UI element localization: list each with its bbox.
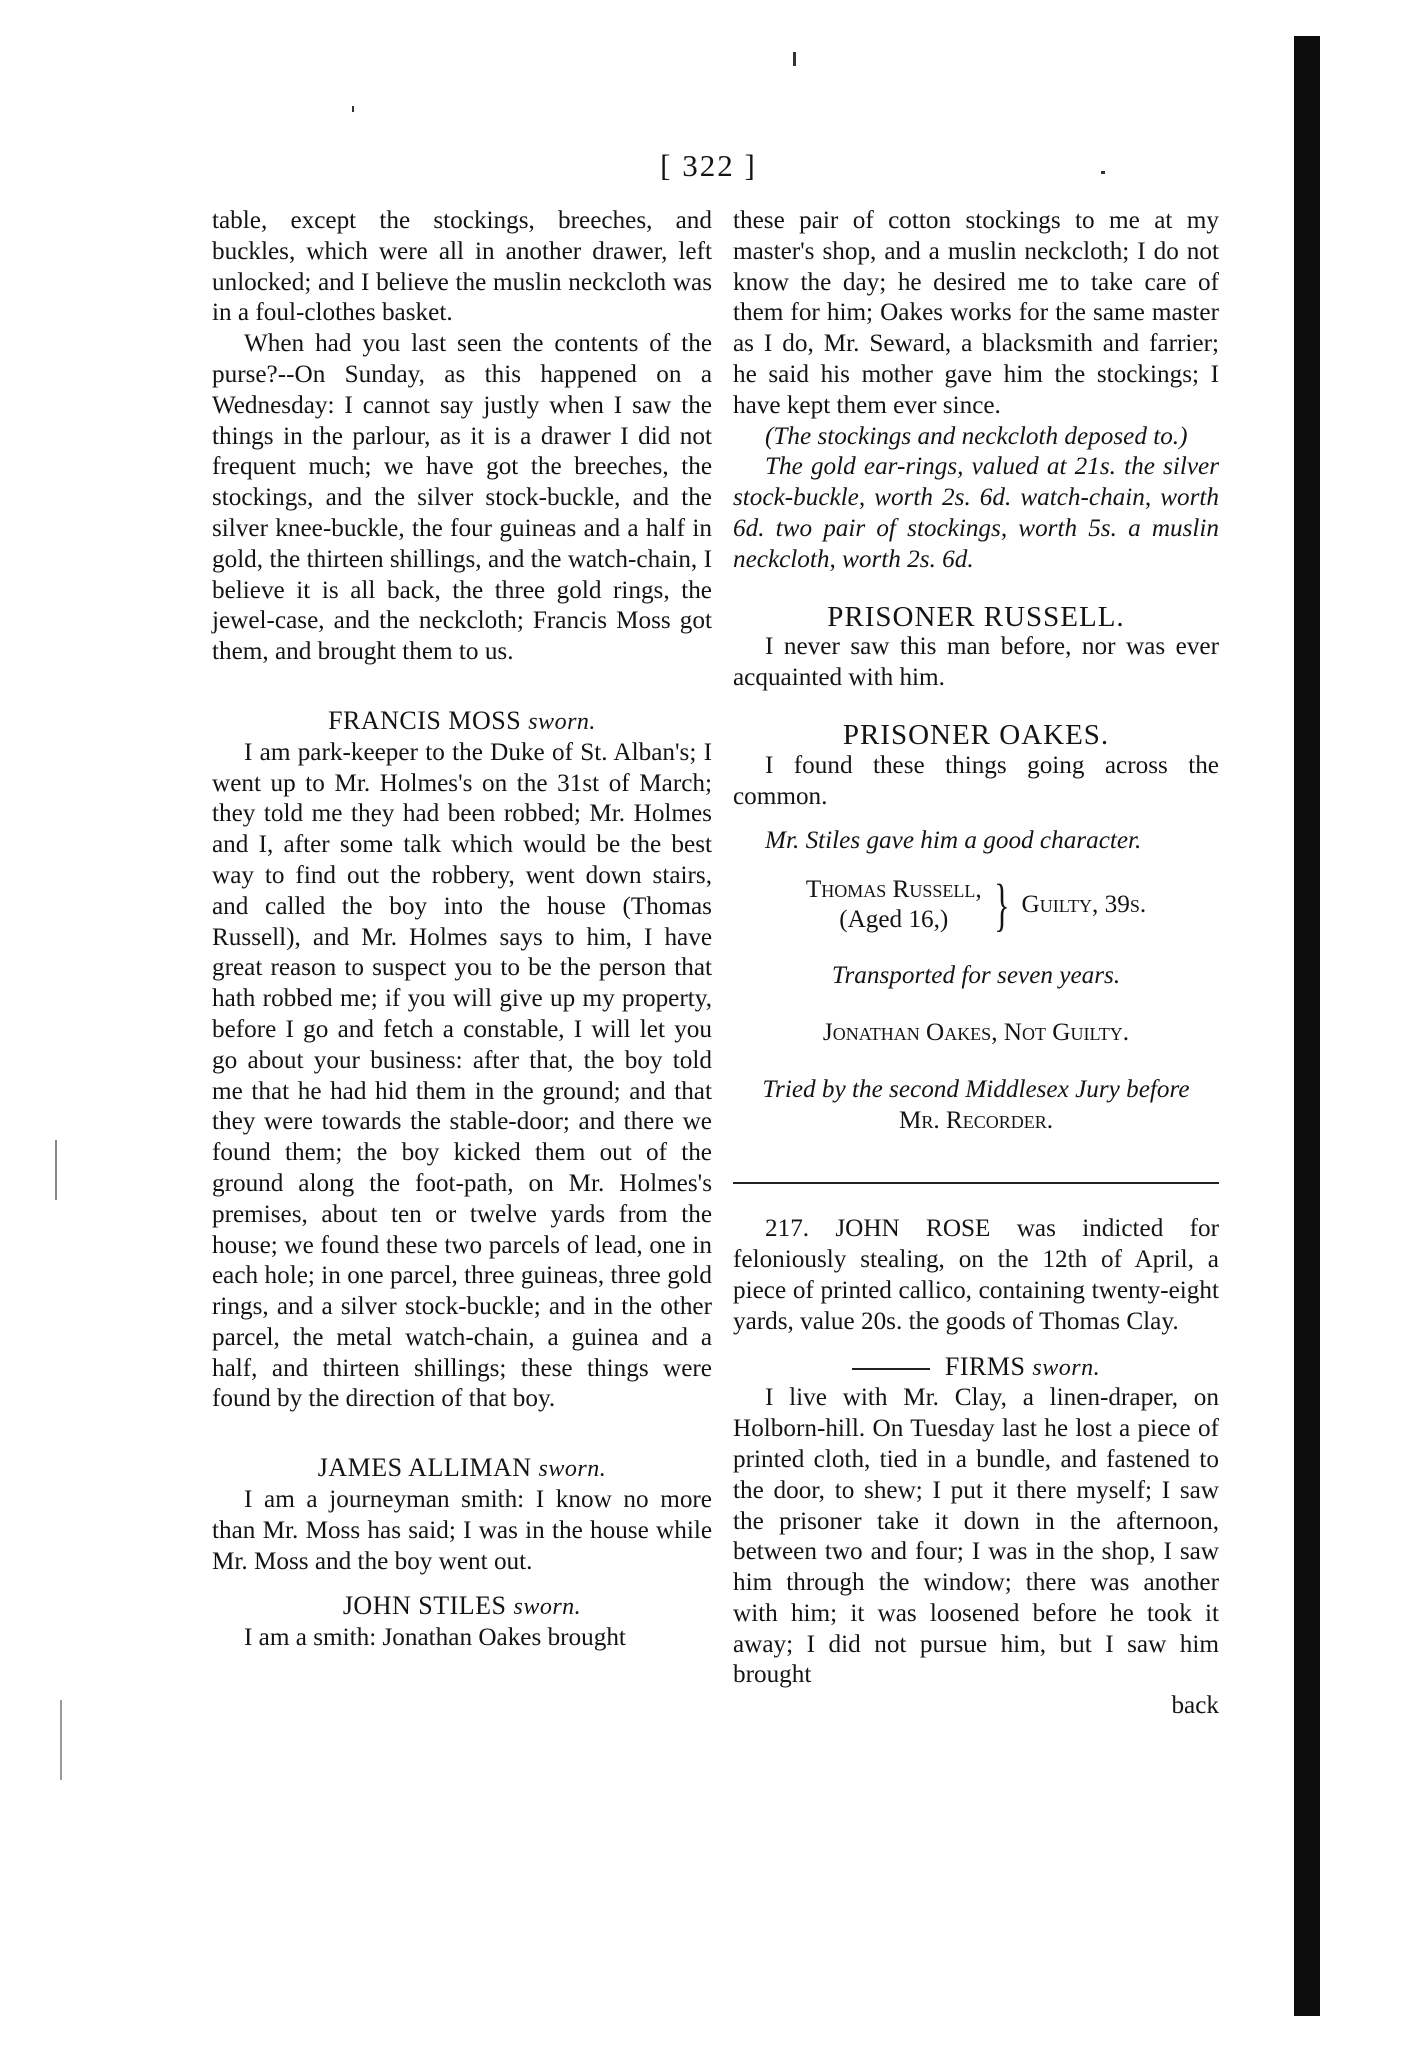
prisoner-heading-oakes: PRISONER OAKES.	[842, 718, 1110, 751]
ink-speck	[793, 52, 796, 66]
testimony: I am park-keeper to the Duke of St. Alban's; I went up to Mr. Holmes's on the 31st of March; they told me they had been robbed; Mr. Holmes and I, after some talk which would be the best way to find out the robbery, went down stairs, and called the boy into the house (Thomas Russell), and Mr. Holmes says to him, I have great reason to suspect you to be the person that hath robbed me; if you will give up my property, before I go and fetch a constable, I will let you go about your business: after that, the boy told me that he had hid them in the ground; and that they were towards the stable-door; and there we found them; the boy kicked them out of the ground along the foot-path, on Mr. Holmes's premises, about ten or twelve yards from the house; we found these two parcels of lead, one in each hole; in one parcel, three guineas, three gold rings, and a silver stock-buckle; and in the other parcel, the metal watch-chain, a guinea and a half, and thirteen shillings; these things were found by the direction of that boy.	[212, 738, 712, 1413]
sentence: Transported for seven years.	[831, 962, 1121, 990]
prisoner-heading-russell: PRISONER RUSSELL.	[827, 600, 1125, 633]
testimony: I am a smith: Jonathan Oakes brought	[244, 1624, 626, 1652]
testimony: I live with Mr. Clay, a linen-draper, on Holborn-hill. On Tuesday last he lost a piece of printed cloth, tied in a bundle, and fastened to the door, to shew; I put it there myself; I saw the prisoner take it down in the afternoon, between two and four; I was in the shop, I saw him through the window; there was another with him; it was loosened before he took it away; I did not pursue him, but I saw him brought	[733, 1384, 1219, 1689]
witness-name: JOHN STILES	[342, 1591, 507, 1621]
sworn-label: sworn.	[1032, 1354, 1101, 1381]
paragraph: table, except the stockings, breeches, and buckles, which were all in another drawer, left unlocked; and I believe the muslin neckcloth was in a foul-clothes basket.	[212, 207, 712, 327]
recorder: Mr. Recorder.	[898, 1106, 1054, 1134]
section-divider	[733, 1182, 1219, 1184]
left-column	[212, 206, 712, 1654]
character-note: Mr. Stiles gave him a good character.	[765, 827, 1142, 855]
prisoner-statement: I never saw this man before, nor was ever acquainted with him.	[733, 633, 1219, 692]
verdict-russell	[733, 872, 1219, 938]
paragraph: these pair of cotton stockings to me at my master's shop, and a muslin neckcloth; I do not know the day; he desired me to take care of them for him; Oakes works for the same master as I do, Mr. Seward, a blacksmith and farrier; he said his mother gave him the stockings; I have kept them ever since.	[733, 207, 1219, 419]
verdict-defendant	[806, 875, 982, 935]
prisoner-statement: I found these things going across the common.	[733, 751, 1219, 810]
right-column	[733, 206, 1219, 1722]
witness-name: FIRMS	[944, 1351, 1026, 1381]
ink-speck	[352, 106, 354, 112]
deposed-note: (The stockings and neckcloth deposed to.)	[765, 422, 1188, 450]
jury-note: Tried by the second Middlesex Jury before	[762, 1075, 1190, 1103]
name-dash	[852, 1368, 930, 1370]
witness-heading-firms	[733, 1352, 1219, 1384]
ink-speck	[60, 1700, 62, 1780]
valuation: The gold ear-rings, valued at 21s. the silver stock-buckle, worth 2s. 6d. watch-chain, worth 6d. two pair of stockings, worth 5s. a muslin neckcloth, worth 2s. 6d.	[733, 453, 1219, 573]
catchword: back	[1171, 1692, 1219, 1720]
verdict-oakes: Jonathan Oakes, Not Guilty.	[822, 1018, 1130, 1046]
witness-name: FRANCIS MOSS	[328, 705, 522, 735]
defendant-name: Thomas Russell,	[805, 876, 982, 904]
witness-heading-moss	[212, 706, 712, 738]
witness-heading-stiles	[212, 1591, 712, 1623]
sworn-label: sworn.	[538, 1456, 607, 1483]
ink-speck	[1101, 171, 1105, 174]
sworn-label: sworn.	[513, 1594, 582, 1621]
paragraph: When had you last seen the contents of the purse?--On Sunday, as this happened on a Wednesday: I cannot say justly when I saw the things in the parlour, as it is a drawer I did not frequent much; we have got the breeches, the stockings, and the silver stock-buckle, and the silver knee-buckle, the four guineas and a half in gold, the thirteen shillings, and the watch-chain, I believe it is all back, the three gold rings, the jewel-case, and the neckcloth; Francis Moss got them, and brought them to us.	[212, 330, 712, 666]
testimony: I am a journeyman smith: I know no more than Mr. Moss has said; I was in the house while Mr. Moss and the boy went out.	[212, 1486, 712, 1575]
page-number: [ 322 ]	[660, 148, 757, 183]
scan-edge-bar	[1294, 36, 1320, 2016]
indictment: 217. JOHN ROSE was indicted for feloniously stealing, on the 12th of April, a piece of printed callico, containing twenty-eight yards, value 20s. the goods of Thomas Clay.	[733, 1215, 1219, 1335]
witness-name: JAMES ALLIMAN	[317, 1453, 532, 1483]
sworn-label: sworn.	[528, 708, 596, 735]
brace-glyph: }	[993, 872, 1010, 938]
verdict-result: Guilty, 39s.	[1021, 890, 1147, 918]
defendant-age: (Aged 16,)	[839, 906, 949, 934]
ink-speck	[55, 1140, 57, 1200]
witness-heading-alliman	[212, 1453, 712, 1485]
